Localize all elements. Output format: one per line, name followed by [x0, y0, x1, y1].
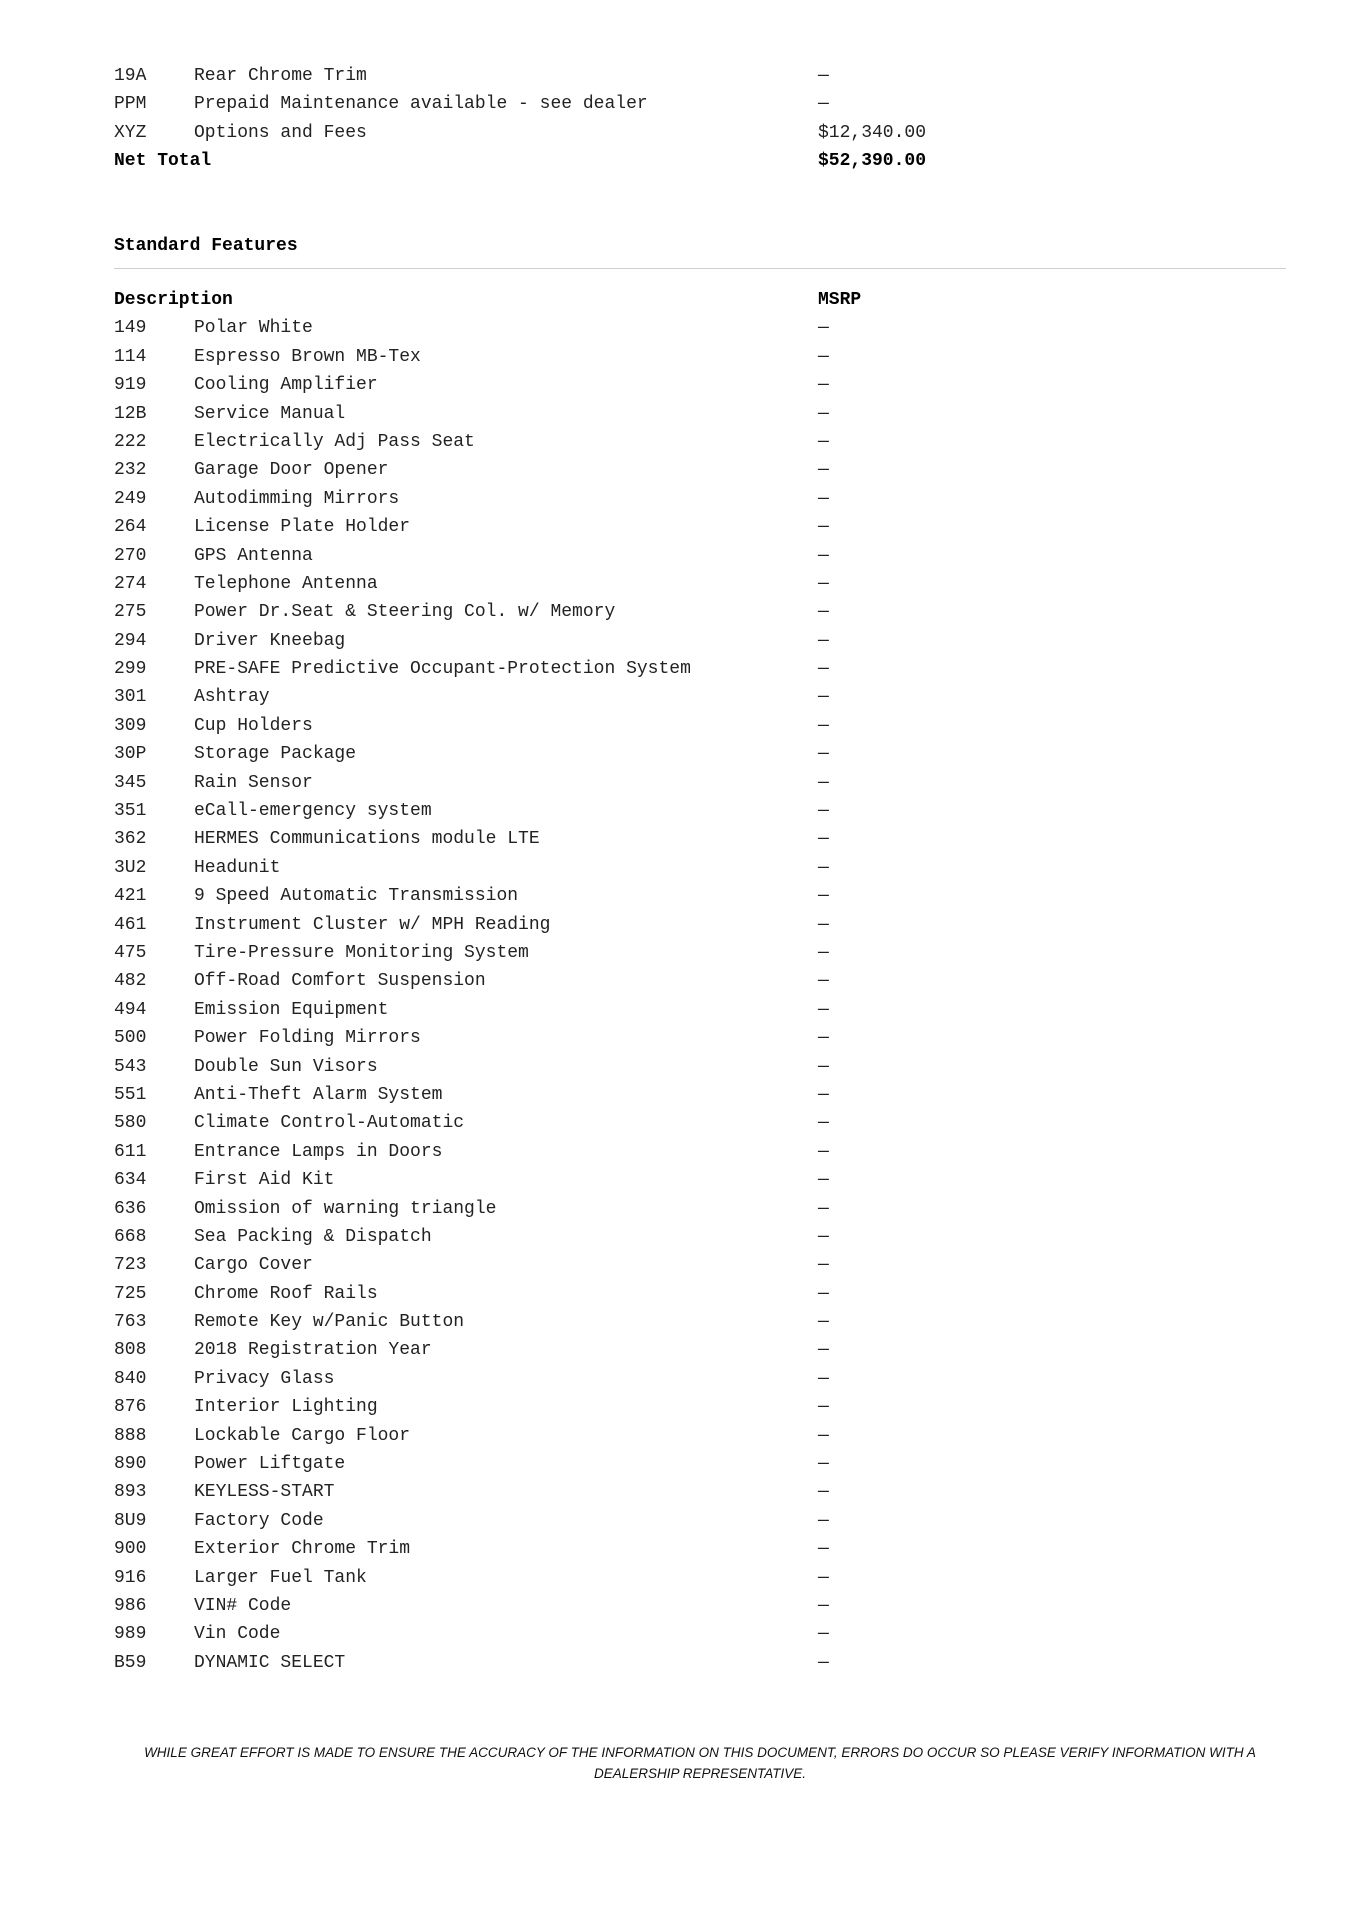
item-code: 986 — [114, 1595, 147, 1616]
item-price: — — [818, 517, 829, 538]
item-price: — — [818, 602, 829, 623]
item-price: — — [818, 1084, 829, 1105]
item-code: 299 — [114, 659, 147, 680]
item-description: 9 Speed Automatic Transmission — [194, 886, 519, 907]
item-description: Vin Code — [194, 1624, 281, 1645]
item-price: — — [818, 346, 829, 367]
item-code: 12B — [114, 403, 147, 424]
item-price: — — [818, 1652, 829, 1673]
item-code: 461 — [114, 914, 147, 935]
item-price: — — [818, 1567, 829, 1588]
item-description: Garage Door Opener — [194, 460, 389, 481]
table-row — [114, 967, 1294, 995]
item-description: First Aid Kit — [194, 1170, 335, 1191]
table-row — [114, 655, 1294, 683]
item-price: — — [818, 1141, 829, 1162]
item-description: Autodimming Mirrors — [194, 488, 400, 509]
table-row — [114, 1280, 1294, 1308]
item-code: 725 — [114, 1283, 147, 1304]
table-row — [114, 1620, 1294, 1648]
item-code: 763 — [114, 1312, 147, 1333]
item-description: Interior Lighting — [194, 1397, 378, 1418]
item-description: VIN# Code — [194, 1595, 292, 1616]
item-price: — — [818, 318, 829, 339]
item-description: Tire-Pressure Monitoring System — [194, 942, 529, 963]
table-row — [114, 1393, 1294, 1421]
table-row — [114, 1308, 1294, 1336]
item-price: — — [818, 1028, 829, 1049]
item-price: — — [818, 1454, 829, 1475]
table-row — [114, 598, 1294, 626]
item-price: — — [818, 687, 829, 708]
item-price: — — [818, 1056, 829, 1077]
net-total-value: $52,390.00 — [818, 151, 927, 172]
item-description: Cup Holders — [194, 715, 313, 736]
item-description: GPS Antenna — [194, 545, 313, 566]
item-description: Storage Package — [194, 744, 357, 765]
item-description: Larger Fuel Tank — [194, 1567, 367, 1588]
table-row — [114, 911, 1294, 939]
item-description: Off-Road Comfort Suspension — [194, 971, 486, 992]
item-price: — — [818, 545, 829, 566]
item-description: KEYLESS-START — [194, 1482, 335, 1503]
item-code: 249 — [114, 488, 147, 509]
item-description: Cargo Cover — [194, 1255, 313, 1276]
table-row — [114, 1336, 1294, 1364]
item-code: 264 — [114, 517, 147, 538]
item-code: 309 — [114, 715, 147, 736]
section-title: Standard Features — [114, 236, 298, 256]
item-price: — — [818, 431, 829, 452]
item-code: XYZ — [114, 122, 147, 143]
table-row — [114, 1109, 1294, 1137]
item-price: $12,340.00 — [818, 122, 927, 143]
item-code: 232 — [114, 460, 147, 481]
item-description: Anti-Theft Alarm System — [194, 1084, 443, 1105]
item-price: — — [818, 914, 829, 935]
item-description: Power Folding Mirrors — [194, 1028, 421, 1049]
table-header — [114, 286, 1294, 314]
item-code: 475 — [114, 942, 147, 963]
table-row — [114, 400, 1294, 428]
item-code: 30P — [114, 744, 147, 765]
table-row — [114, 343, 1294, 371]
item-description: Cooling Amplifier — [194, 375, 378, 396]
item-description: Emission Equipment — [194, 999, 389, 1020]
item-price: — — [818, 573, 829, 594]
features-rows — [114, 314, 1294, 1677]
item-description: PRE-SAFE Predictive Occupant-Protection System — [194, 659, 691, 680]
table-row — [114, 1507, 1294, 1535]
item-code: 222 — [114, 431, 147, 452]
item-price: — — [818, 403, 829, 424]
item-price: — — [818, 1170, 829, 1191]
table-row — [114, 371, 1294, 399]
options-rows — [114, 62, 1294, 147]
item-code: PPM — [114, 94, 147, 115]
item-price: — — [818, 1482, 829, 1503]
item-code: 580 — [114, 1113, 147, 1134]
table-row — [114, 854, 1294, 882]
section-divider — [114, 268, 1286, 269]
item-code: 275 — [114, 602, 147, 623]
item-description: Chrome Roof Rails — [194, 1283, 378, 1304]
item-description: Lockable Cargo Floor — [194, 1425, 411, 1446]
disclaimer-text: WHILE GREAT EFFORT IS MADE TO ENSURE THE ACCURACY OF THE INFORMATION ON THIS DOCUMENT, ERRORS DO OCCUR SO PLEASE VERIFY INFORMATION WITH A DEALERSHIP REPRESENTATIVE. — [144, 1745, 1256, 1781]
item-code: 668 — [114, 1226, 147, 1247]
table-row — [114, 1365, 1294, 1393]
item-code: 611 — [114, 1141, 147, 1162]
item-code: 8U9 — [114, 1510, 147, 1531]
table-row — [114, 513, 1294, 541]
item-code: 543 — [114, 1056, 147, 1077]
table-row — [114, 939, 1294, 967]
item-price: — — [818, 1595, 829, 1616]
net-total-label: Net Total — [114, 151, 212, 172]
item-price: — — [818, 1539, 829, 1560]
table-row — [114, 1195, 1294, 1223]
table-row — [114, 1535, 1294, 1563]
item-description: Factory Code — [194, 1510, 324, 1531]
item-description: Entrance Lamps in Doors — [194, 1141, 443, 1162]
item-description: Double Sun Visors — [194, 1056, 378, 1077]
item-code: 876 — [114, 1397, 147, 1418]
table-row — [114, 712, 1294, 740]
table-row — [114, 62, 1294, 90]
item-code: 888 — [114, 1425, 147, 1446]
item-price: — — [818, 1397, 829, 1418]
item-description: Prepaid Maintenance available - see dealer — [194, 94, 648, 115]
table-row — [114, 428, 1294, 456]
item-code: 808 — [114, 1340, 147, 1361]
item-code: 916 — [114, 1567, 147, 1588]
item-price: — — [818, 829, 829, 850]
item-description: Climate Control-Automatic — [194, 1113, 465, 1134]
item-price: — — [818, 772, 829, 793]
item-code: 3U2 — [114, 857, 147, 878]
header-msrp: MSRP — [818, 290, 862, 310]
item-price: — — [818, 1510, 829, 1531]
item-price: — — [818, 488, 829, 509]
table-row — [114, 683, 1294, 711]
table-row — [114, 825, 1294, 853]
item-price: — — [818, 630, 829, 651]
item-description: Rear Chrome Trim — [194, 66, 367, 86]
item-code: 989 — [114, 1624, 147, 1645]
item-code: 893 — [114, 1482, 147, 1503]
item-code: 482 — [114, 971, 147, 992]
item-code: 421 — [114, 886, 147, 907]
item-price: — — [818, 1340, 829, 1361]
item-price: — — [818, 1226, 829, 1247]
item-code: 500 — [114, 1028, 147, 1049]
item-description: Exterior Chrome Trim — [194, 1539, 411, 1560]
item-price: — — [818, 460, 829, 481]
item-price: — — [818, 942, 829, 963]
item-description: Rain Sensor — [194, 772, 313, 793]
table-row — [114, 314, 1294, 342]
item-code: 919 — [114, 375, 147, 396]
item-code: 294 — [114, 630, 147, 651]
item-code: 636 — [114, 1198, 147, 1219]
item-description: License Plate Holder — [194, 517, 411, 538]
table-row — [114, 1223, 1294, 1251]
item-description: Sea Packing & Dispatch — [194, 1226, 432, 1247]
table-row — [114, 797, 1294, 825]
item-description: Options and Fees — [194, 122, 367, 143]
standard-features-table — [114, 286, 1294, 1677]
table-row — [114, 1649, 1294, 1677]
table-row — [114, 542, 1294, 570]
item-description: Ashtray — [194, 687, 270, 708]
item-price: — — [818, 999, 829, 1020]
table-row — [114, 119, 1294, 147]
item-code: 551 — [114, 1084, 147, 1105]
item-price: — — [818, 1368, 829, 1389]
item-price: — — [818, 1425, 829, 1446]
header-description: Description — [114, 290, 233, 310]
item-price: — — [818, 971, 829, 992]
item-code: 494 — [114, 999, 147, 1020]
item-price: — — [818, 1255, 829, 1276]
table-row — [114, 456, 1294, 484]
item-code: 890 — [114, 1454, 147, 1475]
table-row — [114, 90, 1294, 118]
item-description: Polar White — [194, 318, 313, 339]
table-row — [114, 882, 1294, 910]
item-price: — — [818, 1624, 829, 1645]
options-list — [114, 62, 1294, 176]
table-row — [114, 1592, 1294, 1620]
item-description: eCall-emergency system — [194, 801, 432, 822]
table-row — [114, 1422, 1294, 1450]
item-price: — — [818, 659, 829, 680]
item-code: 114 — [114, 346, 147, 367]
item-code: 351 — [114, 801, 147, 822]
table-row — [114, 740, 1294, 768]
item-code: 723 — [114, 1255, 147, 1276]
table-row — [114, 1450, 1294, 1478]
table-row — [114, 1166, 1294, 1194]
item-description: Power Dr.Seat & Steering Col. w/ Memory — [194, 602, 616, 623]
item-price: — — [818, 1198, 829, 1219]
item-code: 634 — [114, 1170, 147, 1191]
item-description: Privacy Glass — [194, 1368, 335, 1389]
item-code: 900 — [114, 1539, 147, 1560]
table-row — [114, 1478, 1294, 1506]
item-code: 270 — [114, 545, 147, 566]
item-description: Instrument Cluster w/ MPH Reading — [194, 914, 551, 935]
item-description: Power Liftgate — [194, 1454, 346, 1475]
item-description: Espresso Brown MB-Tex — [194, 346, 421, 367]
item-description: Electrically Adj Pass Seat — [194, 431, 475, 452]
item-code: 19A — [114, 66, 147, 86]
table-row — [114, 1564, 1294, 1592]
item-price: — — [818, 94, 829, 115]
item-code: 301 — [114, 687, 147, 708]
item-price: — — [818, 1312, 829, 1333]
item-price: — — [818, 66, 829, 86]
item-price: — — [818, 1283, 829, 1304]
item-description: Omission of warning triangle — [194, 1198, 497, 1219]
item-price: — — [818, 715, 829, 736]
table-row — [114, 1251, 1294, 1279]
table-row — [114, 769, 1294, 797]
item-price: — — [818, 1113, 829, 1134]
item-code: 149 — [114, 318, 147, 339]
item-description: DYNAMIC SELECT — [194, 1652, 346, 1673]
item-code: 345 — [114, 772, 147, 793]
item-description: 2018 Registration Year — [194, 1340, 432, 1361]
item-code: B59 — [114, 1652, 147, 1673]
item-description: Service Manual — [194, 403, 346, 424]
item-description: Headunit — [194, 857, 281, 878]
item-description: Driver Kneebag — [194, 630, 346, 651]
item-code: 840 — [114, 1368, 147, 1389]
item-description: Remote Key w/Panic Button — [194, 1312, 465, 1333]
item-price: — — [818, 801, 829, 822]
table-row — [114, 1053, 1294, 1081]
item-price: — — [818, 375, 829, 396]
item-description: Telephone Antenna — [194, 573, 378, 594]
item-code: 274 — [114, 573, 147, 594]
table-row — [114, 570, 1294, 598]
item-price: — — [818, 857, 829, 878]
table-row — [114, 485, 1294, 513]
item-price: — — [818, 886, 829, 907]
item-code: 362 — [114, 829, 147, 850]
table-row — [114, 996, 1294, 1024]
table-row — [114, 1024, 1294, 1052]
net-total-row — [114, 147, 1294, 175]
item-price: — — [818, 744, 829, 765]
item-description: HERMES Communications module LTE — [194, 829, 540, 850]
table-row — [114, 627, 1294, 655]
table-row — [114, 1138, 1294, 1166]
table-row — [114, 1081, 1294, 1109]
